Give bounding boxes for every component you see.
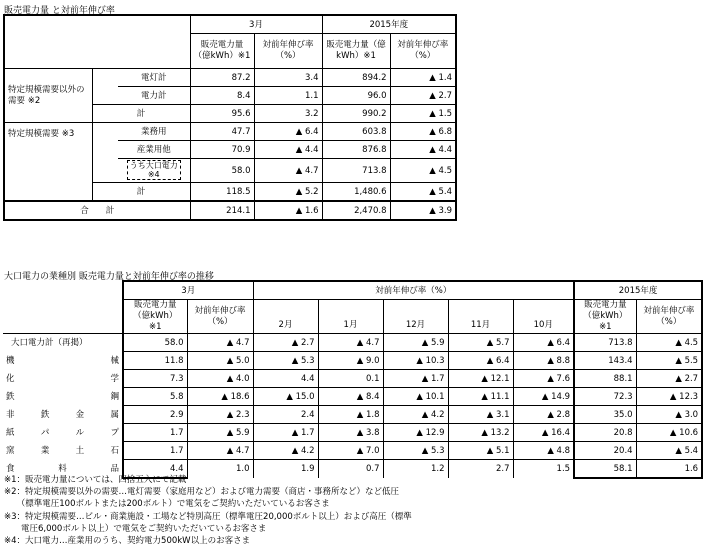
cell-march-volume: 118.5 [190, 183, 254, 202]
cell-fy-rate: ▲ 4.5 [636, 334, 702, 352]
cell-month-rate: ▲ 4.2 [383, 406, 448, 424]
cell-fy-volume: 88.1 [574, 370, 636, 388]
cell-month-rate: 0.1 [318, 370, 383, 388]
cell-month-rate: ▲ 1.8 [318, 406, 383, 424]
header-fy2015: 2015年度 [322, 15, 456, 34]
cell-fy-volume: 894.2 [322, 69, 390, 87]
footnotes [4, 474, 412, 547]
header-fy-rate: 対前年伸び率（%） [390, 34, 456, 69]
cell-fy-volume: 990.2 [322, 105, 390, 123]
header-month: 2月 [253, 300, 318, 334]
cell-month-rate: ▲ 7.0 [318, 442, 383, 460]
cell-month-rate: 2.4 [253, 406, 318, 424]
cell-march-volume: 70.9 [190, 141, 254, 159]
cell-month-rate: 1.5 [513, 460, 574, 479]
cell-month-rate: ▲ 16.4 [513, 424, 574, 442]
cell-month-rate: ▲ 5.3 [383, 442, 448, 460]
cell-month-rate: ▲ 15.0 [253, 388, 318, 406]
industry-label: 大口電力計（再掲） [3, 334, 123, 352]
corner-cell [4, 15, 190, 69]
industry-label: 食料品 [3, 460, 123, 479]
cell-fy-rate: ▲ 1.4 [390, 69, 456, 87]
cell-march-volume: 2.9 [123, 406, 187, 424]
cell-fy-volume: 20.8 [574, 424, 636, 442]
cell-march-volume: 95.6 [190, 105, 254, 123]
group-non-specified-label: 特定規模需要以外の需要 [8, 84, 85, 106]
cell-fy-volume: 713.8 [322, 159, 390, 183]
cell-march-volume: 87.2 [190, 69, 254, 87]
cell-march-rate: ▲ 4.7 [254, 159, 322, 183]
row-label: 産業用他 [118, 141, 190, 159]
header-fy2015: 2015年度 [574, 281, 702, 300]
cell-fy-volume: 1,480.6 [322, 183, 390, 202]
cell-march-rate: ▲ 4.7 [187, 334, 253, 352]
total-march-volume: 214.1 [190, 201, 254, 220]
sales-volume-table [3, 14, 457, 221]
cell-month-rate: ▲ 2.8 [513, 406, 574, 424]
cell-march-rate: ▲ 6.4 [254, 123, 322, 141]
cell-march-volume: 4.4 [123, 460, 187, 479]
group-specified-note: ※3 [61, 129, 75, 139]
row-label: 電力計 [118, 87, 190, 105]
cell-fy-volume: 58.1 [574, 460, 636, 479]
cell-march-rate: 3.2 [254, 105, 322, 123]
industry-label: 窯業土石 [3, 442, 123, 460]
cell-month-rate: ▲ 7.6 [513, 370, 574, 388]
indent-cell [92, 87, 118, 105]
cell-march-volume: 7.3 [123, 370, 187, 388]
industry-row [3, 370, 702, 388]
industry-label: 機械 [3, 352, 123, 370]
group-non-specified [4, 69, 92, 123]
header-march-rate: 対前年伸び率（%） [187, 300, 253, 334]
cell-month-rate: ▲ 6.4 [448, 352, 513, 370]
cell-fy-rate: ▲ 12.3 [636, 388, 702, 406]
footnote: ※1：販売電力量については、四捨五入にて記載 [4, 475, 187, 485]
cell-month-rate: ▲ 10.1 [383, 388, 448, 406]
total-label: 合 計 [4, 201, 190, 220]
cell-march-rate: ▲ 4.7 [187, 442, 253, 460]
cell-march-volume: 8.4 [190, 87, 254, 105]
cell-month-rate: 2.7 [448, 460, 513, 479]
cell-march-rate: ▲ 4.0 [187, 370, 253, 388]
footnote: ※2：特定規模需要以外の需要…電灯需要（家庭用など）および電力需要（商店・事務所など）など低圧 [4, 487, 400, 498]
industry-row [3, 388, 702, 406]
cell-march-volume: 58.0 [190, 159, 254, 183]
total-fy-rate: ▲ 3.9 [390, 201, 456, 220]
footnote: 電圧6,000ボルト以上）で電気をご契約いただいているお客さま [4, 523, 267, 534]
cell-fy-volume: 20.4 [574, 442, 636, 460]
cell-fy-volume: 35.0 [574, 406, 636, 424]
cell-fy-volume: 713.8 [574, 334, 636, 352]
indent-cell [92, 141, 118, 159]
header-march-volume: 販売電力量（億kWh）※1 [190, 34, 254, 69]
cell-month-rate: ▲ 8.8 [513, 352, 574, 370]
industry-row [3, 352, 702, 370]
group-specified [4, 123, 92, 202]
cell-march-rate: ▲ 5.9 [187, 424, 253, 442]
row-label: 計 [92, 183, 190, 202]
cell-fy-rate: ▲ 5.4 [390, 183, 456, 202]
cell-march-rate: ▲ 5.2 [254, 183, 322, 202]
industry-label: 鉄鋼 [3, 388, 123, 406]
cell-month-rate: ▲ 5.3 [253, 352, 318, 370]
header-yoy: 対前年伸び率（%） [253, 281, 574, 300]
cell-march-rate: 1.1 [254, 87, 322, 105]
header-fy-volume: 販売電力量（億kWh）※1 [322, 34, 390, 69]
cell-month-rate: ▲ 10.3 [383, 352, 448, 370]
header-month: 11月 [448, 300, 513, 334]
cell-fy-rate: ▲ 6.8 [390, 123, 456, 141]
cell-fy-rate: ▲ 2.7 [390, 87, 456, 105]
row-label-large-power [118, 159, 190, 183]
footnote: ※4：大口電力…産業用のうち、契約電力500kW以上のお客さま [4, 536, 251, 547]
cell-fy-rate: ▲ 4.4 [390, 141, 456, 159]
cell-march-rate: 1.0 [187, 460, 253, 479]
cell-month-rate: ▲ 2.7 [253, 334, 318, 352]
industry-row [3, 406, 702, 424]
cell-month-rate: ▲ 4.7 [318, 334, 383, 352]
industry-label: 非鉄金属 [3, 406, 123, 424]
cell-month-rate: ▲ 12.1 [448, 370, 513, 388]
cell-march-volume: 1.7 [123, 424, 187, 442]
cell-fy-rate: 1.6 [636, 460, 702, 479]
cell-fy-rate: ▲ 10.6 [636, 424, 702, 442]
cell-month-rate: 1.2 [383, 460, 448, 479]
cell-month-rate: 0.7 [318, 460, 383, 479]
corner-cell [3, 281, 123, 334]
industry-row [3, 442, 702, 460]
cell-march-volume: 5.8 [123, 388, 187, 406]
indent-cell [92, 69, 118, 87]
cell-month-rate: 1.9 [253, 460, 318, 479]
industry-table [3, 280, 703, 479]
cell-month-rate: ▲ 1.7 [253, 424, 318, 442]
row-label: 業務用 [118, 123, 190, 141]
header-month: 1月 [318, 300, 383, 334]
row-label-note: ※4 [147, 170, 160, 179]
cell-month-rate: ▲ 12.9 [383, 424, 448, 442]
cell-month-rate: ▲ 4.8 [513, 442, 574, 460]
cell-month-rate: ▲ 11.1 [448, 388, 513, 406]
cell-month-rate: ▲ 3.8 [318, 424, 383, 442]
industry-label: 紙パルプ [3, 424, 123, 442]
cell-month-rate: ▲ 13.2 [448, 424, 513, 442]
cell-march-volume: 1.7 [123, 442, 187, 460]
indent-cell [92, 123, 118, 141]
industry-label: 化学 [3, 370, 123, 388]
cell-fy-volume: 72.3 [574, 388, 636, 406]
cell-month-rate: ▲ 1.7 [383, 370, 448, 388]
row-label: 電灯計 [118, 69, 190, 87]
row-label: 計 [92, 105, 190, 123]
header-march-volume: 販売電力量（億kWh）※1 [123, 300, 187, 334]
footnote: （標準電圧100ボルトまたは200ボルト）で電気をご契約いただいているお客さま [4, 499, 330, 510]
cell-month-rate: ▲ 6.4 [513, 334, 574, 352]
cell-march-rate: 3.4 [254, 69, 322, 87]
industry-row [3, 424, 702, 442]
header-march: 3月 [190, 15, 322, 34]
cell-month-rate: 4.4 [253, 370, 318, 388]
header-march: 3月 [123, 281, 253, 300]
cell-fy-rate: ▲ 3.0 [636, 406, 702, 424]
cell-month-rate: ▲ 5.1 [448, 442, 513, 460]
cell-march-volume: 11.8 [123, 352, 187, 370]
row-label: うち大口電力 [129, 161, 178, 170]
footnote: ※3：特定規模需要…ビル・商業施設・工場など特別高圧（標準電圧20,000ボルト以上）および高圧（標準 [4, 511, 412, 522]
cell-march-rate: ▲ 5.0 [187, 352, 253, 370]
cell-march-rate: ▲ 2.3 [187, 406, 253, 424]
cell-month-rate: ▲ 14.9 [513, 388, 574, 406]
cell-fy-volume: 603.8 [322, 123, 390, 141]
header-month: 10月 [513, 300, 574, 334]
group-specified-label-text: 特定規模需要 [8, 129, 60, 139]
cell-march-volume: 47.7 [190, 123, 254, 141]
total-fy-volume: 2,470.8 [322, 201, 390, 220]
cell-fy-rate: ▲ 2.7 [636, 370, 702, 388]
cell-month-rate: ▲ 9.0 [318, 352, 383, 370]
industry-table-body [3, 334, 702, 479]
cell-march-rate: ▲ 18.6 [187, 388, 253, 406]
cell-month-rate: ▲ 3.1 [448, 406, 513, 424]
group-non-specified-note: ※2 [27, 95, 41, 106]
cell-month-rate: ▲ 5.7 [448, 334, 513, 352]
cell-fy-volume: 143.4 [574, 352, 636, 370]
cell-month-rate: ▲ 5.9 [383, 334, 448, 352]
table1-title: 販売電力量 と対前年伸び率 [4, 6, 115, 16]
header-march-rate: 対前年伸び率（%） [254, 34, 322, 69]
cell-fy-volume: 876.8 [322, 141, 390, 159]
header-month: 12月 [383, 300, 448, 334]
cell-march-volume: 58.0 [123, 334, 187, 352]
cell-march-rate: ▲ 4.4 [254, 141, 322, 159]
cell-fy-rate: ▲ 4.5 [390, 159, 456, 183]
header-fy-volume: 販売電力量（億kWh）※1 [574, 300, 636, 334]
cell-fy-rate: ▲ 5.4 [636, 442, 702, 460]
cell-month-rate: ▲ 4.2 [253, 442, 318, 460]
cell-fy-rate: ▲ 1.5 [390, 105, 456, 123]
header-fy-rate: 対前年伸び率（%） [636, 300, 702, 334]
industry-row [3, 334, 702, 352]
cell-month-rate: ▲ 8.4 [318, 388, 383, 406]
total-march-rate: ▲ 1.6 [254, 201, 322, 220]
cell-fy-rate: ▲ 5.5 [636, 352, 702, 370]
indent-cell [92, 159, 118, 183]
table2-title: 大口電力の業種別 販売電力量と対前年伸び率の推移 [4, 272, 214, 282]
cell-fy-volume: 96.0 [322, 87, 390, 105]
